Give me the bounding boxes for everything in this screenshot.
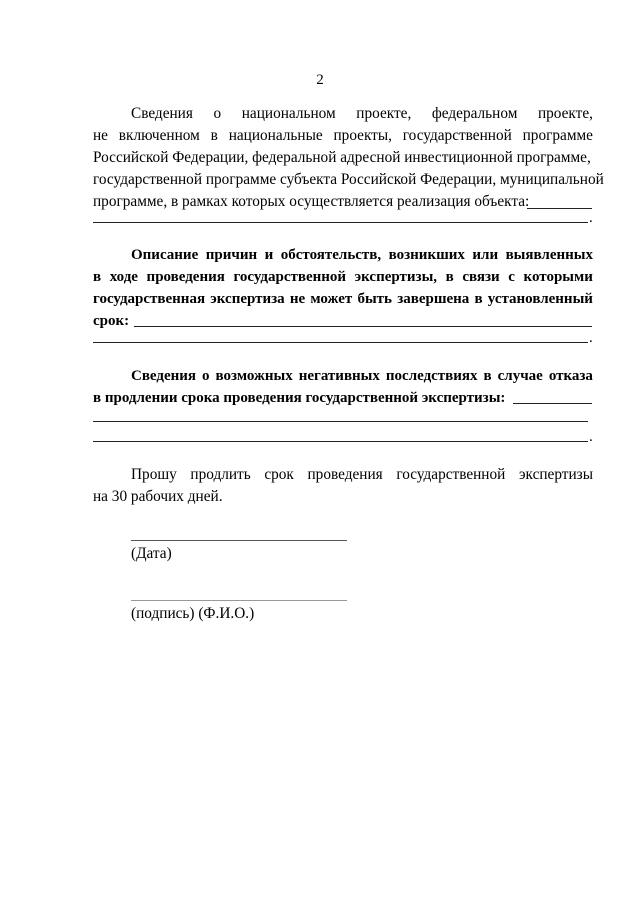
s1-line2: [93, 125, 593, 147]
word: продлить: [190, 466, 251, 483]
word: или: [472, 247, 499, 263]
s3-line2: в продлении срока проведения государственной экспертизы:: [93, 390, 506, 406]
s3-end-mark: .: [589, 429, 593, 445]
s4-line1: [131, 464, 593, 486]
word: в: [445, 269, 454, 285]
word: государственной: [396, 466, 506, 483]
word: экспертизы,: [354, 269, 438, 285]
word: срок: [264, 466, 294, 483]
word: которыми: [523, 269, 593, 285]
s4-line2: на 30 рабочих дней.: [93, 488, 223, 505]
word: национальные: [228, 127, 323, 144]
s2-line1: [131, 244, 593, 266]
s1-line5: программе, в рамках которых осуществляется реализация объекта:: [93, 193, 530, 210]
word: экспертизы: [518, 466, 593, 483]
word: и: [264, 247, 274, 263]
s3-fill-line-short[interactable]: [513, 403, 592, 404]
date-caption: (Дата): [131, 545, 172, 562]
word: проведения: [307, 466, 383, 483]
word: национальном: [241, 105, 336, 122]
word: о: [202, 368, 210, 384]
word: в: [93, 269, 102, 285]
word: Сведения: [131, 105, 193, 122]
word: включенном: [118, 127, 200, 144]
word: программе: [522, 127, 593, 144]
word: отказа: [548, 368, 593, 384]
word: федеральном: [431, 105, 518, 122]
word: в: [483, 368, 492, 384]
s2-line2: [93, 266, 593, 288]
word: Прошу: [131, 466, 177, 483]
word: проекте,: [356, 105, 412, 122]
word: не: [289, 291, 306, 307]
signature-field-line[interactable]: [131, 600, 347, 601]
word: проведения: [146, 269, 225, 285]
word: быть: [357, 291, 392, 307]
word: проекты,: [333, 127, 392, 144]
word: ходе: [109, 269, 138, 285]
s3-line1: [131, 365, 593, 387]
word: случае: [497, 368, 543, 384]
word: может: [310, 291, 353, 307]
s1-fill-line-short[interactable]: [527, 208, 592, 209]
s1-end-mark: .: [589, 210, 593, 226]
s2-fill-line-2[interactable]: [93, 342, 588, 343]
word: проекте,: [537, 105, 593, 122]
word: возникших: [388, 247, 465, 263]
word: возможных: [215, 368, 293, 384]
word: причин: [205, 247, 258, 263]
word: негативных: [298, 368, 380, 384]
word: с: [508, 269, 515, 285]
s1-line4: государственной программе субъекта Российской Федерации, муниципальной: [93, 171, 604, 188]
word: государственная: [93, 291, 206, 307]
s2-line3: [93, 288, 593, 310]
word: выявленных: [505, 247, 593, 263]
word: в: [210, 127, 218, 144]
word: установленный: [487, 291, 593, 307]
word: связи: [462, 269, 500, 285]
s3-fill-line-1[interactable]: [93, 421, 588, 422]
s2-end-mark: .: [589, 330, 593, 346]
word: государственной: [402, 127, 512, 144]
word: завершена: [397, 291, 470, 307]
word: Сведения: [131, 368, 197, 384]
page-number: 2: [316, 72, 324, 88]
s2-fill-line-1[interactable]: [134, 326, 592, 327]
signature-caption: (подпись) (Ф.И.О.): [131, 605, 255, 622]
s2-line4: срок:: [93, 313, 130, 329]
word: не: [93, 127, 108, 144]
word: в: [474, 291, 483, 307]
word: государственной: [233, 269, 347, 285]
word: последствиях: [385, 368, 478, 384]
s1-line1: [131, 103, 593, 125]
date-field-line[interactable]: [131, 540, 347, 541]
s1-line3: Российской Федерации, федеральной адресной инвестиционной программе,: [93, 149, 591, 166]
word: обстоятельств,: [280, 247, 382, 263]
s3-fill-line-2[interactable]: [93, 441, 588, 442]
s1-fill-line[interactable]: [93, 222, 588, 223]
word: экспертиза: [210, 291, 285, 307]
word: о: [213, 105, 222, 122]
word: Описание: [131, 247, 199, 263]
